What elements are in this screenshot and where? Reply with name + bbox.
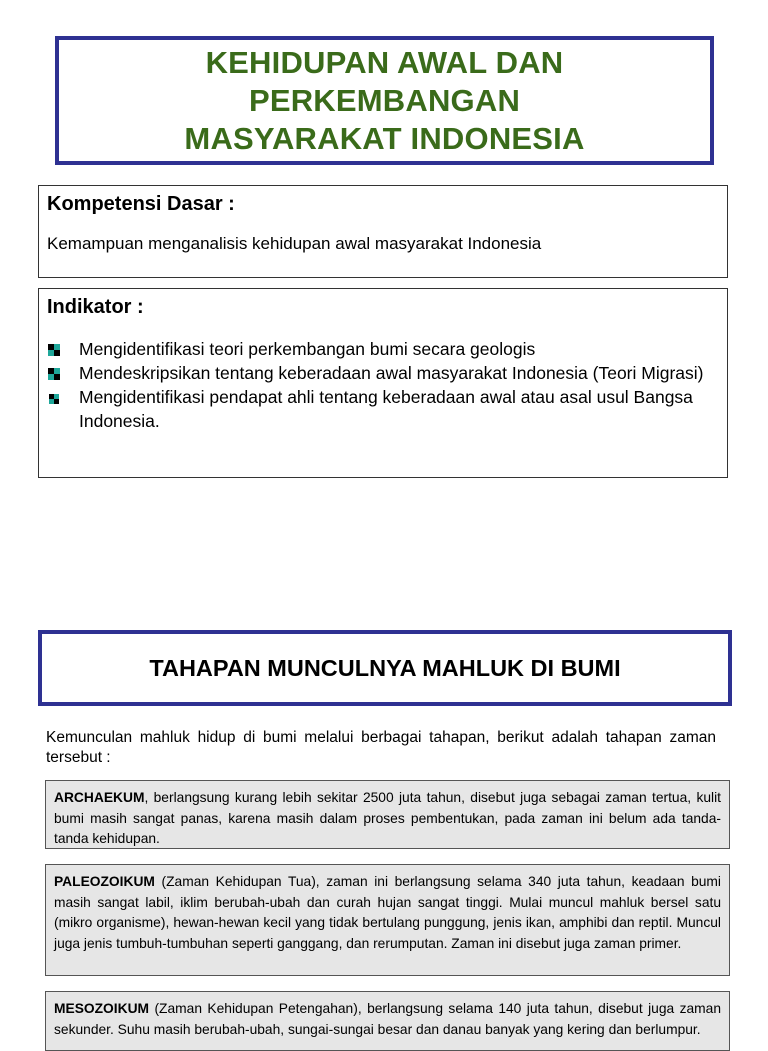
title-box <box>55 36 714 165</box>
era-name: MESOZOIKUM <box>54 1001 150 1016</box>
era-box-archaekum <box>45 780 730 849</box>
indikator-list <box>39 337 727 433</box>
section-intro: Kemunculan mahluk hidup di bumi melalui berbagai tahapan, berikut adalah tahapan zaman tersebut : <box>46 729 716 766</box>
title-line-3: MASYARAKAT INDONESIA <box>184 120 585 156</box>
kompetensi-panel <box>38 185 728 278</box>
era-box-paleozoikum <box>45 864 730 976</box>
square-bullet-icon <box>48 344 60 356</box>
era-box-mesozoikum <box>45 991 730 1051</box>
indikator-item-text: Mengidentifikasi pendapat ahli tentang keberadaan awal atau asal usul Bangsa Indonesia. <box>79 387 693 431</box>
kompetensi-text: Kemampuan menganalisis kehidupan awal masyarakat Indonesia <box>47 234 542 253</box>
list-item <box>39 337 727 361</box>
indikator-panel <box>38 288 728 478</box>
era-text: (Zaman Kehidupan Petengahan), berlangsung selama 140 juta tahun, disebut juga zaman sekunder. Suhu masih berubah-ubah, sungai-sungai besar dan danau banyak yang kering dan berlumpur. <box>54 1001 721 1037</box>
era-name: ARCHAEKUM <box>54 790 145 805</box>
square-bullet-icon <box>49 394 59 404</box>
title-line-1: KEHIDUPAN AWAL DAN <box>205 44 564 80</box>
era-text: , berlangsung kurang lebih sekitar 2500 juta tahun, disebut juga sebagai zaman tertua, kulit bumi masih sangat panas, karena masih dalam proses pembentukan, pada zaman ini belum ada tanda-tanda kehidupan. <box>54 790 721 847</box>
section-title: TAHAPAN MUNCULNYA MAHLUK DI BUMI <box>149 654 621 681</box>
title-line-2: PERKEMBANGAN <box>248 82 521 118</box>
indikator-item-text: Mengidentifikasi teori perkembangan bumi secara geologis <box>79 339 536 359</box>
list-item <box>39 385 727 433</box>
era-text: (Zaman Kehidupan Tua), zaman ini berlangsung selama 340 juta tahun, keadaan bumi masih sangat labil, iklim berubah-ubah dan curah hujan sangat tinggi. Mulai muncul mahluk bersel satu (mikro organisme), hewan-hewan kecil yang tidak bertulang punggung, jenis ikan, amphibi dan reptil. Muncul juga jenis tumbuh-tumbuhan seperti ganggang, dan rerumputan. Zaman ini disebut juga zaman primer. <box>54 874 721 952</box>
indikator-heading: Indikator : <box>47 296 144 318</box>
section-title-box <box>38 630 732 706</box>
kompetensi-heading: Kompetensi Dasar : <box>47 193 235 215</box>
square-bullet-icon <box>48 368 60 380</box>
era-name: PALEOZOIKUM <box>54 874 155 889</box>
indikator-item-text: Mendeskripsikan tentang keberadaan awal masyarakat Indonesia (Teori Migrasi) <box>79 363 704 383</box>
list-item <box>39 361 727 385</box>
